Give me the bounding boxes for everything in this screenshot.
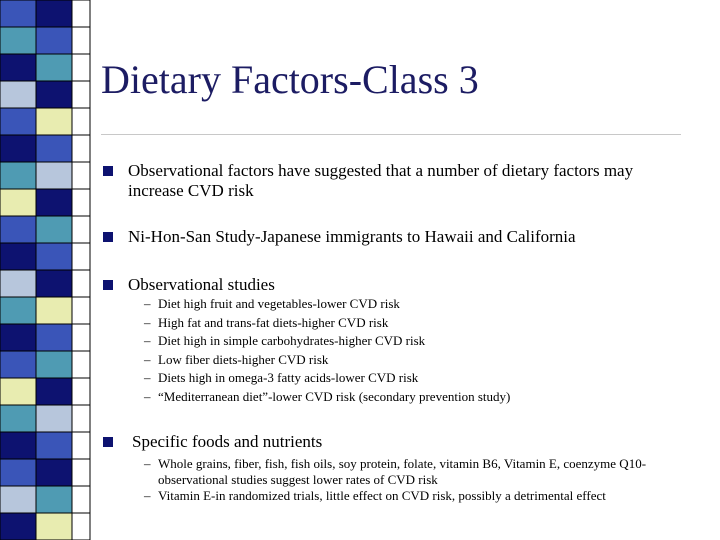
- sub-item-3-3: Diet high in simple carbohydrates-higher CVD risk: [158, 333, 426, 348]
- mosaic-tile: [36, 351, 72, 378]
- mosaic-tile: [72, 162, 90, 189]
- mosaic-tile: [0, 513, 36, 540]
- mosaic-tile: [0, 297, 36, 324]
- mosaic-tile: [0, 135, 36, 162]
- mosaic-tile: [72, 54, 90, 81]
- mosaic-tile: [0, 405, 36, 432]
- mosaic-tile: [72, 270, 90, 297]
- bullet-marker-2: [103, 232, 113, 242]
- mosaic-tile: [36, 189, 72, 216]
- mosaic-tile: [36, 108, 72, 135]
- mosaic-tile: [0, 486, 36, 513]
- mosaic-tile: [0, 243, 36, 270]
- mosaic-tile: [0, 108, 36, 135]
- mosaic-tile: [72, 432, 90, 459]
- mosaic-tile: [72, 351, 90, 378]
- mosaic-tile: [36, 54, 72, 81]
- mosaic-tile: [0, 81, 36, 108]
- mosaic-tile: [36, 378, 72, 405]
- mosaic-tile: [36, 27, 72, 54]
- mosaic-tile: [36, 459, 72, 486]
- slide-title: Dietary Factors-Class 3: [101, 57, 479, 102]
- sub-dash: –: [144, 351, 151, 367]
- mosaic-tile: [36, 297, 72, 324]
- mosaic-tile: [0, 216, 36, 243]
- bullet-text-2: Ni-Hon-San Study-Japanese immigrants to Hawaii and California: [128, 227, 576, 246]
- mosaic-tile: [0, 432, 36, 459]
- bullet-text-4: Specific foods and nutrients: [132, 432, 323, 451]
- mosaic-tile: [36, 270, 72, 297]
- mosaic-tile: [36, 135, 72, 162]
- mosaic-tile: [36, 0, 72, 27]
- mosaic-tile: [72, 135, 90, 162]
- mosaic-tile: [72, 297, 90, 324]
- mosaic-tile: [36, 324, 72, 351]
- mosaic-tile: [0, 378, 36, 405]
- sub-dash: –: [144, 314, 151, 330]
- mosaic-tile: [72, 324, 90, 351]
- sub-dash: –: [144, 296, 151, 311]
- mosaic-tile: [0, 270, 36, 297]
- bullet-marker-4: [103, 437, 113, 447]
- mosaic-tile: [72, 405, 90, 432]
- sub-item-4-1: Whole grains, fiber, fish, fish oils, soy protein, folate, vitamin B6, Vitamin E, coenzyme Q10-observational studies suggest lower rates of CVD risk: [158, 456, 647, 487]
- mosaic-tile: [0, 0, 36, 27]
- mosaic-tile: [0, 324, 36, 351]
- mosaic-tile: [36, 405, 72, 432]
- sub-dash: –: [144, 370, 151, 385]
- mosaic-tile: [72, 378, 90, 405]
- mosaic-tile: [72, 486, 90, 513]
- sub-item-3-4: Low fiber diets-higher CVD risk: [158, 351, 329, 367]
- mosaic-tile: [36, 432, 72, 459]
- mosaic-tile: [72, 0, 90, 27]
- mosaic-tile: [36, 81, 72, 108]
- mosaic-tile: [72, 459, 90, 486]
- bullet-text-3: Observational studies: [128, 275, 275, 294]
- mosaic-tile: [72, 513, 90, 540]
- mosaic-tile: [0, 351, 36, 378]
- bullet-marker-3: [103, 280, 113, 290]
- mosaic-tile: [72, 108, 90, 135]
- mosaic-tile: [0, 189, 36, 216]
- mosaic-tile: [0, 162, 36, 189]
- sub-dash: –: [144, 333, 151, 348]
- mosaic-tile: [72, 216, 90, 243]
- mosaic-tile: [0, 27, 36, 54]
- mosaic-tile: [36, 513, 72, 540]
- sub-dash: –: [144, 456, 151, 471]
- bullet-marker-1: [103, 166, 113, 176]
- mosaic-tile: [72, 243, 90, 270]
- title-divider: [101, 134, 681, 135]
- mosaic-tile: [72, 189, 90, 216]
- sub-item-3-1: Diet high fruit and vegetables-lower CVD risk: [158, 296, 400, 311]
- mosaic-tile: [36, 243, 72, 270]
- mosaic-tile: [36, 486, 72, 513]
- sub-dash: –: [144, 388, 151, 404]
- sub-item-3-5: Diets high in omega-3 fatty acids-lower CVD risk: [158, 370, 419, 385]
- mosaic-tile: [36, 162, 72, 189]
- sub-dash: –: [144, 488, 151, 503]
- sub-item-3-2: High fat and trans-fat diets-higher CVD risk: [158, 314, 389, 330]
- mosaic-tile: [0, 459, 36, 486]
- sub-item-4-2: Vitamin E-in randomized trials, little effect on CVD risk, possibly a detrimental effect: [158, 488, 606, 503]
- mosaic-tile: [36, 216, 72, 243]
- sub-item-3-6: “Mediterranean diet”-lower CVD risk (secondary prevention study): [158, 388, 511, 404]
- bullet-text-1: Observational factors have suggested that a number of dietary factors may increase CVD risk: [128, 161, 634, 200]
- mosaic-tile: [72, 81, 90, 108]
- mosaic-tile: [72, 27, 90, 54]
- mosaic-tile: [0, 54, 36, 81]
